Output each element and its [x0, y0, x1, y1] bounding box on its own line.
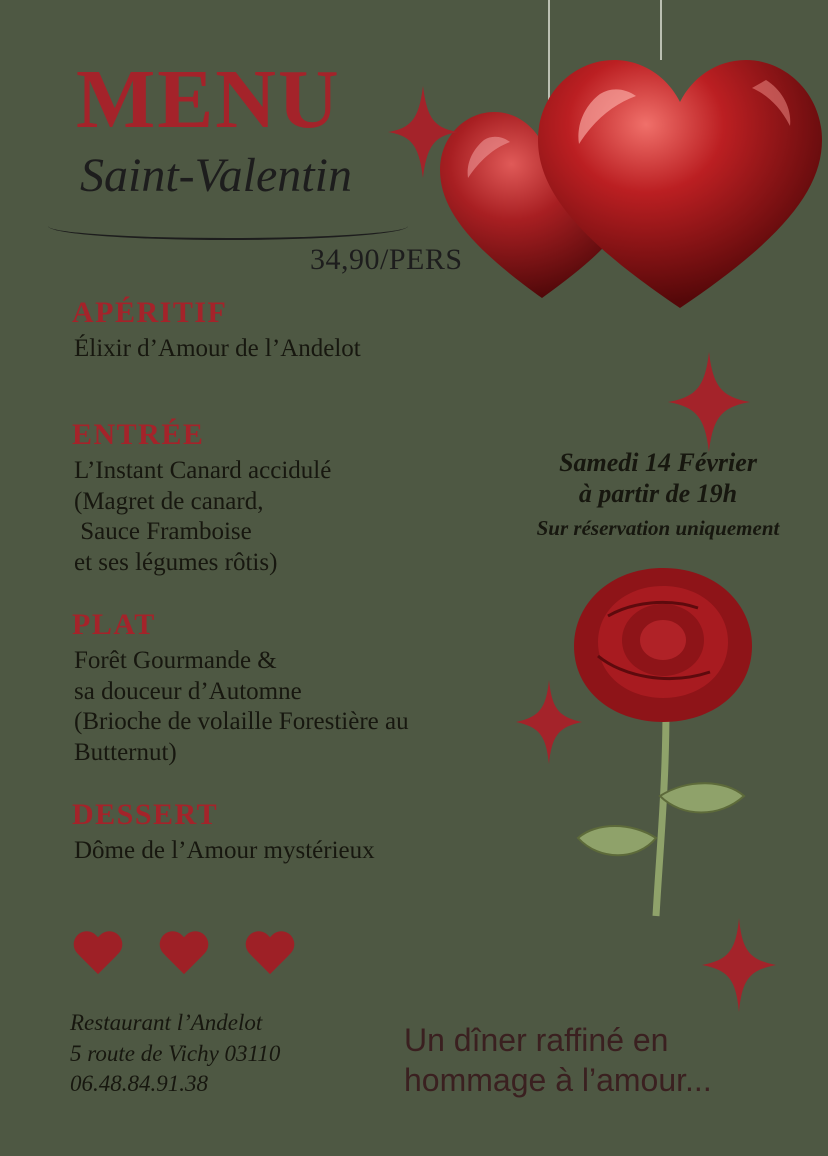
menu-section-dessert: [72, 798, 375, 867]
restaurant-name: Restaurant l’Andelot: [70, 1010, 263, 1035]
menu-line: Sauce Framboise: [74, 518, 252, 545]
menu-section-plat: [72, 608, 409, 768]
section-lines: [74, 836, 375, 867]
menu-line: et ses légumes rôtis): [74, 548, 278, 576]
menu-line: (Brioche de volaille Forestière au: [74, 708, 409, 735]
balloon-heart-icon: [530, 46, 828, 324]
menu-line: Butternut): [74, 738, 177, 766]
section-lines: [74, 334, 361, 365]
page-title: MENU: [76, 53, 341, 146]
rose-icon: [548, 546, 778, 946]
heart-icon: [72, 932, 124, 980]
menu-line: (Magret de canard,: [74, 487, 264, 515]
section-heading: PLAT: [72, 608, 156, 641]
restaurant-address: 5 route de Vichy 03110: [70, 1040, 281, 1066]
price-label: 34,90/PERS: [310, 243, 463, 276]
event-note: Sur réservation uniquement: [536, 516, 780, 541]
sparkle-icon: [668, 352, 750, 452]
event-date: Samedi 14 Février: [559, 448, 757, 477]
menu-section-entree: [72, 418, 331, 578]
tagline: [404, 1020, 804, 1100]
menu-line: sa douceur d’Automne: [74, 677, 302, 705]
section-lines: [74, 456, 331, 578]
tagline-line-2: hommage à l’amour...: [404, 1062, 712, 1098]
menu-line: Élixir d’Amour de l’Andelot: [74, 335, 361, 362]
menu-line: L’Instant Canard accidulé: [74, 457, 332, 484]
tagline-line-1: Un dîner raffiné en: [404, 1022, 669, 1058]
heart-icon: [158, 932, 210, 980]
menu-section-aperitif: [72, 296, 361, 365]
heart-icon: [244, 932, 296, 980]
event-time: à partir de 19h: [578, 478, 738, 508]
subtitle-underline: [48, 212, 408, 240]
event-info: [498, 448, 818, 541]
contact-block: [70, 1008, 280, 1100]
menu-line: Dôme de l’Amour mystérieux: [74, 837, 375, 864]
section-heading: ENTRÉE: [72, 418, 205, 451]
restaurant-phone: 06.48.84.91.38: [70, 1071, 208, 1097]
section-heading: APÉRITIF: [72, 296, 228, 329]
menu-line: Forêt Gourmande &: [74, 647, 277, 674]
hearts-decoration: [72, 932, 296, 980]
page-subtitle: Saint-Valentin: [80, 149, 352, 202]
sparkle-icon: [388, 86, 458, 178]
section-heading: DESSERT: [72, 798, 219, 831]
section-lines: [74, 646, 409, 768]
